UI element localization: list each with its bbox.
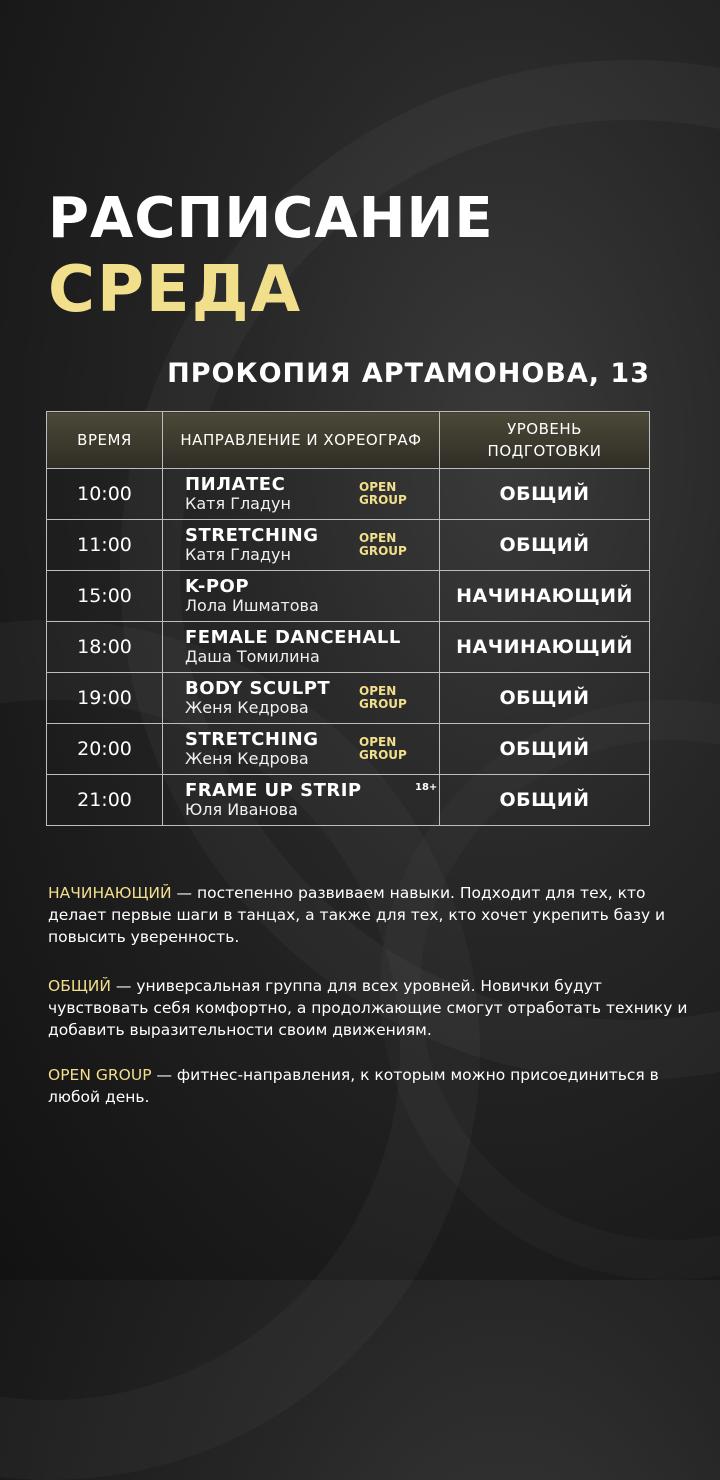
choreographer-name: Лола Ишматова: [185, 596, 319, 615]
open-group-badge-line2: GROUP: [359, 748, 407, 762]
class-direction: [163, 469, 440, 520]
class-direction: [163, 673, 440, 724]
choreographer-name: Катя Гладун: [185, 545, 291, 564]
legend-term: OPEN GROUP: [48, 1066, 152, 1084]
choreographer-name: Даша Томилина: [185, 647, 320, 666]
class-name: STRETCHING: [185, 729, 319, 750]
open-group-badge: [359, 685, 407, 711]
legend-general: [48, 975, 688, 1041]
open-group-badge: [359, 481, 407, 507]
legend-open-group: [48, 1064, 688, 1108]
class-name: FEMALE DANCEHALL: [185, 627, 401, 648]
class-time: 19:00: [47, 673, 163, 724]
open-group-badge-line1: OPEN: [359, 684, 397, 698]
open-group-badge-line2: GROUP: [359, 544, 407, 558]
header-time: ВРЕМЯ: [47, 412, 163, 469]
legend-beginner: [48, 882, 688, 948]
studio-address: ПРОКОПИЯ АРТАМОНОВА, 13: [167, 358, 650, 389]
class-name: STRETCHING: [185, 525, 319, 546]
class-direction: [163, 775, 440, 826]
class-time: 11:00: [47, 520, 163, 571]
choreographer-name: Женя Кедрова: [185, 749, 309, 768]
class-level: НАЧИНАЮЩИЙ: [440, 622, 650, 673]
table-row: [47, 775, 650, 826]
table-header-row: [47, 412, 650, 469]
class-name: BODY SCULPT: [185, 678, 331, 699]
class-direction: [163, 520, 440, 571]
class-name: ПИЛАТЕС: [185, 474, 286, 495]
class-level: ОБЩИЙ: [440, 775, 650, 826]
class-name: FRAME UP STRIP: [185, 780, 362, 801]
class-level: НАЧИНАЮЩИЙ: [440, 571, 650, 622]
schedule-table: [46, 411, 650, 826]
legend-text: — фитнес-направления, к которым можно присоединиться в любой день.: [48, 1066, 659, 1106]
class-level: ОБЩИЙ: [440, 724, 650, 775]
open-group-badge: [359, 736, 407, 762]
class-level: ОБЩИЙ: [440, 469, 650, 520]
header-level: [440, 412, 650, 469]
header-direction: НАПРАВЛЕНИЕ И ХОРЕОГРАФ: [163, 412, 440, 469]
table-row: [47, 520, 650, 571]
header-level-line1: УРОВЕНЬ: [507, 420, 582, 438]
class-time: 15:00: [47, 571, 163, 622]
page-title: РАСПИСАНИЕ: [48, 186, 494, 251]
choreographer-name: Женя Кедрова: [185, 698, 309, 717]
open-group-badge-line1: OPEN: [359, 531, 397, 545]
table-row: [47, 571, 650, 622]
class-level: ОБЩИЙ: [440, 673, 650, 724]
table-row: [47, 622, 650, 673]
choreographer-name: Катя Гладун: [185, 494, 291, 513]
legend-text: — универсальная группа для всех уровней. Новички будут чувствовать себя комфортно, а продолжающие смогут отработать технику и добавить выразительности своим движениям.: [48, 977, 688, 1039]
class-level: ОБЩИЙ: [440, 520, 650, 571]
table-row: [47, 724, 650, 775]
choreographer-name: Юля Иванова: [185, 800, 298, 819]
open-group-badge-line2: GROUP: [359, 697, 407, 711]
class-direction: [163, 622, 440, 673]
class-time: 20:00: [47, 724, 163, 775]
class-time: 10:00: [47, 469, 163, 520]
open-group-badge-line1: OPEN: [359, 735, 397, 749]
legend-text: — постепенно развиваем навыки. Подходит для тех, кто делает первые шаги в танцах, а также для тех, кто хочет укрепить базу и повысить уверенность.: [48, 884, 666, 946]
day-title: СРЕДА: [48, 253, 303, 327]
class-direction: [163, 571, 440, 622]
class-time: 21:00: [47, 775, 163, 826]
class-time: 18:00: [47, 622, 163, 673]
header-level-line2: ПОДГОТОВКИ: [487, 442, 602, 460]
legend-term: НАЧИНАЮЩИЙ: [48, 884, 172, 902]
open-group-badge-line1: OPEN: [359, 480, 397, 494]
open-group-badge: [359, 532, 407, 558]
open-group-badge-line2: GROUP: [359, 493, 407, 507]
table-row: [47, 469, 650, 520]
table-row: [47, 673, 650, 724]
class-direction: [163, 724, 440, 775]
age-limit-badge: 18+: [415, 782, 438, 793]
class-name: K-POP: [185, 576, 250, 597]
legend-term: ОБЩИЙ: [48, 977, 111, 995]
